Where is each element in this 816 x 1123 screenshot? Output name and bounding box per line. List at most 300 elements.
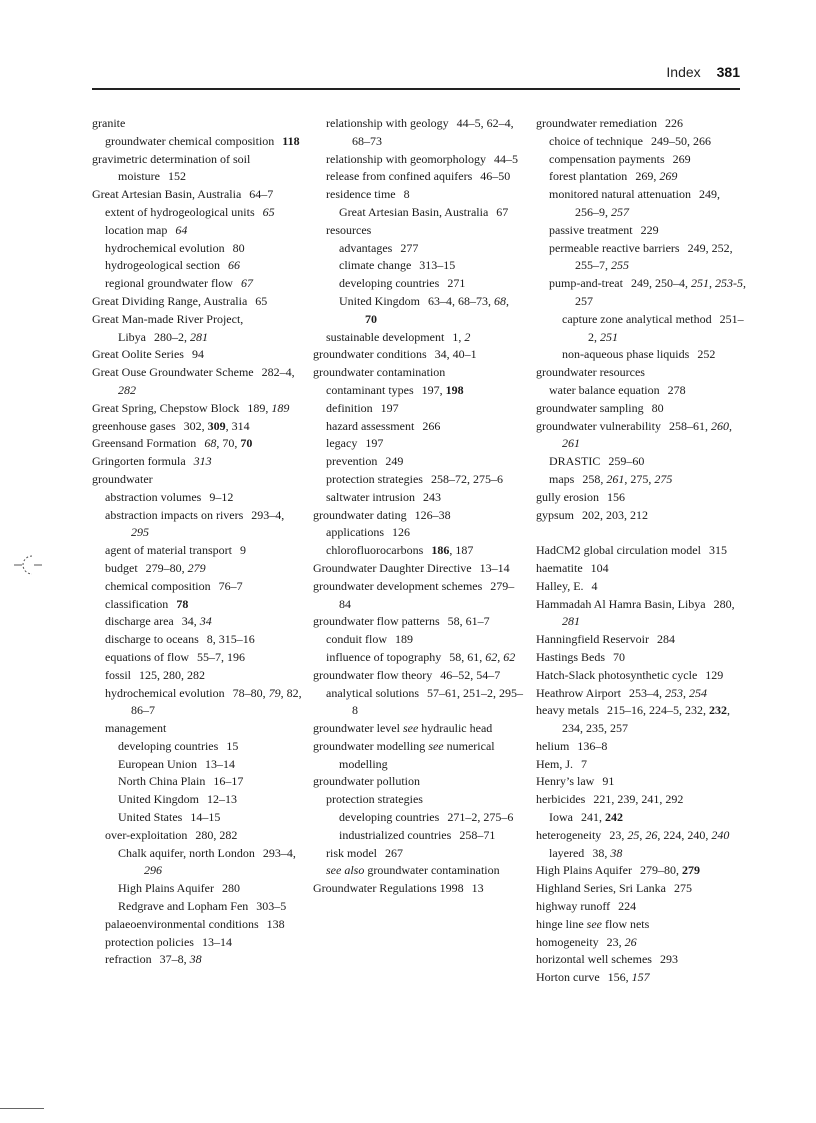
page-references: 282–4, 282 xyxy=(118,365,295,397)
page-references: 197 xyxy=(365,436,384,451)
index-entry xyxy=(92,578,302,596)
index-entry xyxy=(313,862,523,880)
index-term: forest plantation xyxy=(549,169,628,184)
page-references: 275 xyxy=(673,881,692,896)
index-entry xyxy=(92,204,302,222)
index-term: relationship with geology xyxy=(326,116,449,130)
page-references: 1, 2 xyxy=(452,329,471,344)
index-entry xyxy=(536,667,746,685)
page-references: 313 xyxy=(193,454,212,469)
index-term: influence of topography xyxy=(326,649,442,664)
index-entry xyxy=(536,596,746,632)
index-term: regional groundwater flow xyxy=(105,276,233,291)
page-references: 269 xyxy=(672,151,691,166)
index-entry xyxy=(92,133,302,151)
index-entry xyxy=(313,382,523,400)
index-term: European Union xyxy=(118,756,197,771)
index-entry xyxy=(536,809,746,827)
page-references: 152 xyxy=(168,169,186,184)
page-references: 126 xyxy=(391,525,410,540)
index-entry xyxy=(313,453,523,471)
page-references: 271–2, 275–6 xyxy=(447,810,514,825)
index-entry xyxy=(536,578,746,596)
index-entry xyxy=(92,311,302,347)
index-term: United Kingdom xyxy=(339,293,420,308)
page-references: 259–60 xyxy=(608,454,645,469)
index-term: granite xyxy=(92,116,126,130)
page-references: 70 xyxy=(613,649,625,664)
page-references: 125, 280, 282 xyxy=(139,667,206,682)
index-entry xyxy=(313,204,523,222)
index-entry xyxy=(313,542,523,560)
page-references: 94 xyxy=(191,347,204,362)
index-term: High Plains Aquifer xyxy=(536,863,632,878)
index-term: capture zone analytical method xyxy=(562,311,712,326)
index-entry xyxy=(313,186,523,204)
index-term: hydrogeological section xyxy=(105,258,220,273)
index-entry xyxy=(313,720,523,738)
index-entry xyxy=(313,489,523,507)
index-entry xyxy=(536,773,746,791)
index-entry xyxy=(313,293,523,329)
index-term: Hatch-Slack photosynthetic cycle xyxy=(536,667,698,682)
index-entry xyxy=(313,222,523,240)
index-entry xyxy=(92,756,302,774)
index-entry xyxy=(313,364,523,382)
page-references: 4 xyxy=(591,578,598,593)
page-references: 104 xyxy=(590,560,609,575)
index-term: groundwater vulnerability xyxy=(536,418,661,433)
page-references: 215–16, 224–5, 232, 232, 234, 235, 257 xyxy=(562,703,730,736)
page-references: 37–8, 38 xyxy=(159,952,202,967)
index-term: prevention xyxy=(326,454,378,469)
index-term: developing countries xyxy=(339,276,440,291)
index-term: heterogeneity xyxy=(536,827,602,842)
index-term: chlorofluorocarbons xyxy=(326,543,424,558)
page-references: 13–14 xyxy=(201,934,232,949)
page-references: 229 xyxy=(640,222,659,237)
page-references: 277 xyxy=(400,240,419,255)
index-term: chemical composition xyxy=(105,578,211,593)
index-term: horizontal well schemes xyxy=(536,952,652,967)
index-entry xyxy=(313,613,523,631)
index-entry xyxy=(92,240,302,258)
index-term: groundwater development schemes xyxy=(313,578,483,593)
page-references: 78–80, 79, 82, 86–7 xyxy=(131,685,302,718)
page-references: 279–80, 279 xyxy=(640,863,700,878)
index-entry xyxy=(92,809,302,827)
index-term: budget xyxy=(105,560,138,575)
page-references: 186, 187 xyxy=(431,543,474,558)
index-entry xyxy=(536,845,746,863)
page-references: 8 xyxy=(403,187,410,202)
page-references: 63–4, 68–73, 68, 70 xyxy=(365,293,509,326)
page-references: 14–15 xyxy=(190,810,221,825)
index-entry xyxy=(92,453,302,471)
index-term: climate change xyxy=(339,258,412,273)
index-entry xyxy=(313,329,523,347)
page-references: 315 xyxy=(708,543,727,558)
index-term: groundwater flow theory xyxy=(313,667,433,682)
index-entry xyxy=(313,685,523,721)
index-term: agent of material transport xyxy=(105,543,232,558)
index-term: gypsum xyxy=(536,507,575,522)
page-references: 269, 269 xyxy=(635,169,678,184)
index-term: United States xyxy=(118,810,183,825)
index-entry xyxy=(313,471,523,489)
page-references: 68, 70, 70 xyxy=(204,436,253,451)
index-entry xyxy=(92,613,302,631)
index-term: resources xyxy=(326,222,372,237)
index-entry xyxy=(536,186,746,222)
index-term: non-aqueous phase liquids xyxy=(562,347,690,362)
index-term: contaminant types xyxy=(326,382,414,397)
index-term: groundwater pollution xyxy=(313,774,420,789)
index-entry xyxy=(92,186,302,204)
index-entry xyxy=(536,400,746,418)
page-references: 65 xyxy=(262,204,275,219)
index-entry xyxy=(313,827,523,845)
index-entry xyxy=(313,667,523,685)
index-entry xyxy=(313,115,523,151)
index-term: Heathrow Airport xyxy=(536,685,621,700)
page-references: 249 xyxy=(385,454,404,469)
page-references: 91 xyxy=(602,774,615,789)
index-term: hydrochemical evolution xyxy=(105,240,225,255)
index-entry xyxy=(536,311,746,347)
index-term: groundwater resources xyxy=(536,365,645,380)
index-entry xyxy=(92,542,302,560)
index-entry xyxy=(92,916,302,934)
index-entry xyxy=(536,222,746,240)
index-entry xyxy=(92,471,302,489)
page-references: 34, 40–1 xyxy=(434,347,477,362)
index-term: groundwater chemical composition xyxy=(105,133,275,148)
index-entry xyxy=(313,809,523,827)
index-entry xyxy=(92,631,302,649)
index-entry xyxy=(92,115,302,133)
index-term: gravimetric determination of soil moisture xyxy=(92,151,251,184)
page-references: 293 xyxy=(659,952,678,967)
index-term: Hem, J. xyxy=(536,756,573,771)
page-references: 156 xyxy=(607,489,625,504)
page-references: 249, 252, 255–7, 255 xyxy=(575,240,733,273)
index-column-1 xyxy=(92,115,302,969)
margin-scan-mark xyxy=(10,552,42,578)
index-term: gully erosion xyxy=(536,489,599,504)
index-term: passive treatment xyxy=(549,222,633,237)
index-entry xyxy=(313,738,523,774)
index-entry xyxy=(536,133,746,151)
index-term: saltwater intrusion xyxy=(326,489,415,504)
index-term: industrialized countries xyxy=(339,827,452,842)
page-references: 284 xyxy=(656,632,675,647)
index-columns xyxy=(92,115,746,1045)
index-term: developing countries xyxy=(118,738,219,753)
page-references: 55–7, 196 xyxy=(196,649,245,664)
index-term: management xyxy=(105,721,167,736)
index-term: groundwater conditions xyxy=(313,347,427,362)
index-term: helium xyxy=(536,738,570,753)
index-term: Great Spring, Chepstow Block xyxy=(92,400,240,415)
index-term: Horton curve xyxy=(536,970,600,985)
index-term: groundwater dating xyxy=(313,507,407,522)
index-term: fossil xyxy=(105,667,132,682)
index-entry xyxy=(313,435,523,453)
index-term: protection policies xyxy=(105,934,194,949)
index-entry xyxy=(536,168,746,186)
index-entry xyxy=(313,560,523,578)
index-term: definition xyxy=(326,400,373,415)
page-references: 221, 239, 241, 292 xyxy=(593,792,684,807)
index-entry xyxy=(313,275,523,293)
index-term: location map xyxy=(105,222,168,237)
page-references: 197 xyxy=(380,400,399,415)
index-entry xyxy=(313,578,523,614)
index-entry xyxy=(313,418,523,436)
page-references: 58, 61–7 xyxy=(447,614,490,629)
index-entry xyxy=(536,738,746,756)
index-entry xyxy=(313,240,523,258)
page-references: 280, 281 xyxy=(562,596,735,629)
index-entry xyxy=(92,667,302,685)
index-term: groundwater contamination xyxy=(313,365,446,380)
index-term: protection strategies xyxy=(326,792,423,807)
index-term: maps xyxy=(549,471,575,486)
page-references: 197, 198 xyxy=(421,382,464,397)
index-entry xyxy=(92,685,302,721)
index-term: groundwater flow patterns xyxy=(313,614,440,629)
page-references: 279–80, 279 xyxy=(145,560,206,575)
index-entry xyxy=(313,507,523,525)
page-references: 243 xyxy=(422,489,441,504)
page-references: 280 xyxy=(222,881,240,896)
index-term: Highland Series, Sri Lanka xyxy=(536,881,666,896)
index-entry xyxy=(92,791,302,809)
index-entry xyxy=(92,435,302,453)
page-references: 293–4, 296 xyxy=(144,845,296,878)
index-term: Great Artesian Basin, Australia xyxy=(339,204,489,219)
index-entry xyxy=(92,151,302,187)
page-references: 302, 309, 314 xyxy=(183,418,250,433)
page-references: 16–17 xyxy=(213,774,244,789)
page-number: 381 xyxy=(716,64,740,80)
page-references: 64–7 xyxy=(249,187,274,202)
page-references: 278 xyxy=(667,382,686,397)
index-entry xyxy=(313,524,523,542)
index-term: layered xyxy=(549,845,585,860)
page-references: 271 xyxy=(447,276,466,291)
index-entry xyxy=(313,631,523,649)
page-references: 57–61, 251–2, 295–8 xyxy=(352,685,523,718)
page-references: 258–71 xyxy=(459,827,496,842)
index-entry xyxy=(92,346,302,364)
index-entry xyxy=(92,400,302,418)
index-term: North China Plain xyxy=(118,774,206,789)
page-references: 76–7 xyxy=(218,578,243,593)
page-references: 12–13 xyxy=(207,792,237,807)
index-term: HadCM2 global circulation model xyxy=(536,543,701,558)
index-entry xyxy=(536,916,746,934)
index-entry xyxy=(92,257,302,275)
page-references: 266 xyxy=(422,418,441,433)
index-entry xyxy=(92,934,302,952)
page-references: 46–52, 54–7 xyxy=(440,667,501,682)
page-references: 15 xyxy=(226,738,239,753)
page-references: 226 xyxy=(664,116,683,130)
index-entry xyxy=(92,489,302,507)
index-term: Great Oolite Series xyxy=(92,347,184,362)
page-references: 67 xyxy=(496,204,509,219)
index-term: Halley, E. xyxy=(536,578,584,593)
index-term: classification xyxy=(105,596,169,611)
index-entry xyxy=(536,346,746,364)
page-references: 23, 26 xyxy=(606,934,637,949)
page-references: 64 xyxy=(175,222,188,237)
index-term: Hastings Beds xyxy=(536,649,605,664)
index-entry xyxy=(313,773,523,791)
index-term: Groundwater Daughter Directive xyxy=(313,560,472,575)
index-term: over-exploitation xyxy=(105,827,188,842)
index-entry xyxy=(536,489,746,507)
page-references: 249–50, 266 xyxy=(650,133,711,148)
index-term: homogeneity xyxy=(536,934,599,949)
page-references: 65 xyxy=(255,293,268,308)
index-term: refraction xyxy=(105,952,152,967)
page-references: 126–38 xyxy=(414,507,451,522)
page-references: 136–8 xyxy=(577,738,608,753)
page-references: 7 xyxy=(581,756,587,771)
index-term: monitored natural attenuation xyxy=(549,187,691,202)
index-entry xyxy=(92,649,302,667)
index-term: Henry’s law xyxy=(536,774,595,789)
index-term: Great Artesian Basin, Australia xyxy=(92,187,242,202)
index-entry xyxy=(313,845,523,863)
index-term: water balance equation xyxy=(549,382,660,397)
page-references: 129 xyxy=(705,667,724,682)
index-term: groundwater modelling see numerical modelling xyxy=(313,738,495,771)
index-entry xyxy=(536,507,746,525)
index-entry xyxy=(536,934,746,952)
page-references: 252 xyxy=(697,347,716,362)
page-references: 80 xyxy=(232,240,245,255)
index-entry xyxy=(536,791,746,809)
page-references: 80 xyxy=(651,400,664,415)
index-column-2 xyxy=(313,115,523,898)
index-entry xyxy=(92,418,302,436)
index-entry xyxy=(536,898,746,916)
index-term: Redgrave and Lopham Fen xyxy=(118,899,249,914)
index-term: Hanningfield Reservoir xyxy=(536,632,649,647)
index-term: residence time xyxy=(326,187,396,202)
index-entry xyxy=(92,507,302,543)
index-term: Hammadah Al Hamra Basin, Libya xyxy=(536,596,706,611)
index-term: groundwater sampling xyxy=(536,400,644,415)
index-entry xyxy=(536,364,746,382)
page-references: 249, 256–9, 257 xyxy=(575,187,720,219)
index-entry xyxy=(536,418,746,454)
index-entry xyxy=(92,293,302,311)
page-references: 66 xyxy=(227,258,240,273)
index-entry xyxy=(536,862,746,880)
page-references: 58, 61, 62, 62 xyxy=(449,649,516,664)
page-references: 258–72, 275–6 xyxy=(430,471,503,486)
index-entry xyxy=(536,453,746,471)
page-references: 138 xyxy=(266,916,285,931)
index-term: hazard assessment xyxy=(326,418,415,433)
index-entry xyxy=(536,702,746,738)
index-term: DRASTIC xyxy=(549,454,601,469)
page-references: 189 xyxy=(395,632,413,647)
index-entry xyxy=(536,471,746,489)
page-references: 38, 38 xyxy=(592,845,623,860)
index-term: risk model xyxy=(326,845,377,860)
index-entry xyxy=(92,364,302,400)
index-term: Groundwater Regulations 1998 xyxy=(313,881,464,896)
index-term: relationship with geomorphology xyxy=(326,151,486,166)
index-term: discharge area xyxy=(105,614,174,629)
index-term: protection strategies xyxy=(326,471,423,486)
page-references: 8, 315–16 xyxy=(206,632,255,647)
page-references: 251–2, 251 xyxy=(588,311,744,344)
index-entry xyxy=(92,222,302,240)
index-term: applications xyxy=(326,525,384,540)
index-entry xyxy=(313,257,523,275)
index-term: greenhouse gases xyxy=(92,418,176,433)
index-entry xyxy=(536,275,746,311)
index-entry xyxy=(92,720,302,738)
index-term: pump-and-treat xyxy=(549,276,623,291)
index-term: Great Ouse Groundwater Scheme xyxy=(92,365,254,380)
index-column-3 xyxy=(536,115,746,987)
page-references: 44–5, 62–4, 68–73 xyxy=(352,116,514,148)
index-term: haematite xyxy=(536,560,583,575)
index-entry xyxy=(313,400,523,418)
index-term: abstraction volumes xyxy=(105,489,202,504)
index-entry xyxy=(536,756,746,774)
page-references: 280–2, 281 xyxy=(154,329,208,344)
index-entry xyxy=(313,346,523,364)
index-entry xyxy=(536,151,746,169)
page-references: 78 xyxy=(176,596,189,611)
page-references: 118 xyxy=(282,133,300,148)
index-entry xyxy=(536,880,746,898)
index-term: High Plains Aquifer xyxy=(118,881,214,896)
index-entry xyxy=(536,382,746,400)
page-references: 241, 242 xyxy=(581,810,623,825)
index-entry xyxy=(92,845,302,881)
index-term: equations of flow xyxy=(105,649,189,664)
index-term: choice of technique xyxy=(549,133,643,148)
index-term: discharge to oceans xyxy=(105,632,199,647)
index-term: highway runoff xyxy=(536,899,611,914)
page-references: 267 xyxy=(385,845,403,860)
index-entry xyxy=(313,880,523,898)
index-term: Great Dividing Range, Australia xyxy=(92,293,248,308)
page-references: 13–14 xyxy=(479,560,510,575)
index-term: conduit flow xyxy=(326,632,387,647)
page-references: 189, 189 xyxy=(247,400,290,415)
header-rule xyxy=(92,88,740,90)
index-term: herbicides xyxy=(536,792,586,807)
index-entry xyxy=(313,791,523,809)
index-term: palaeoenvironmental conditions xyxy=(105,916,259,931)
index-entry xyxy=(92,951,302,969)
index-term: sustainable development xyxy=(326,329,445,344)
index-term: abstraction impacts on rivers xyxy=(105,507,244,522)
page-references: 279–84 xyxy=(339,578,515,611)
index-entry xyxy=(536,115,746,133)
